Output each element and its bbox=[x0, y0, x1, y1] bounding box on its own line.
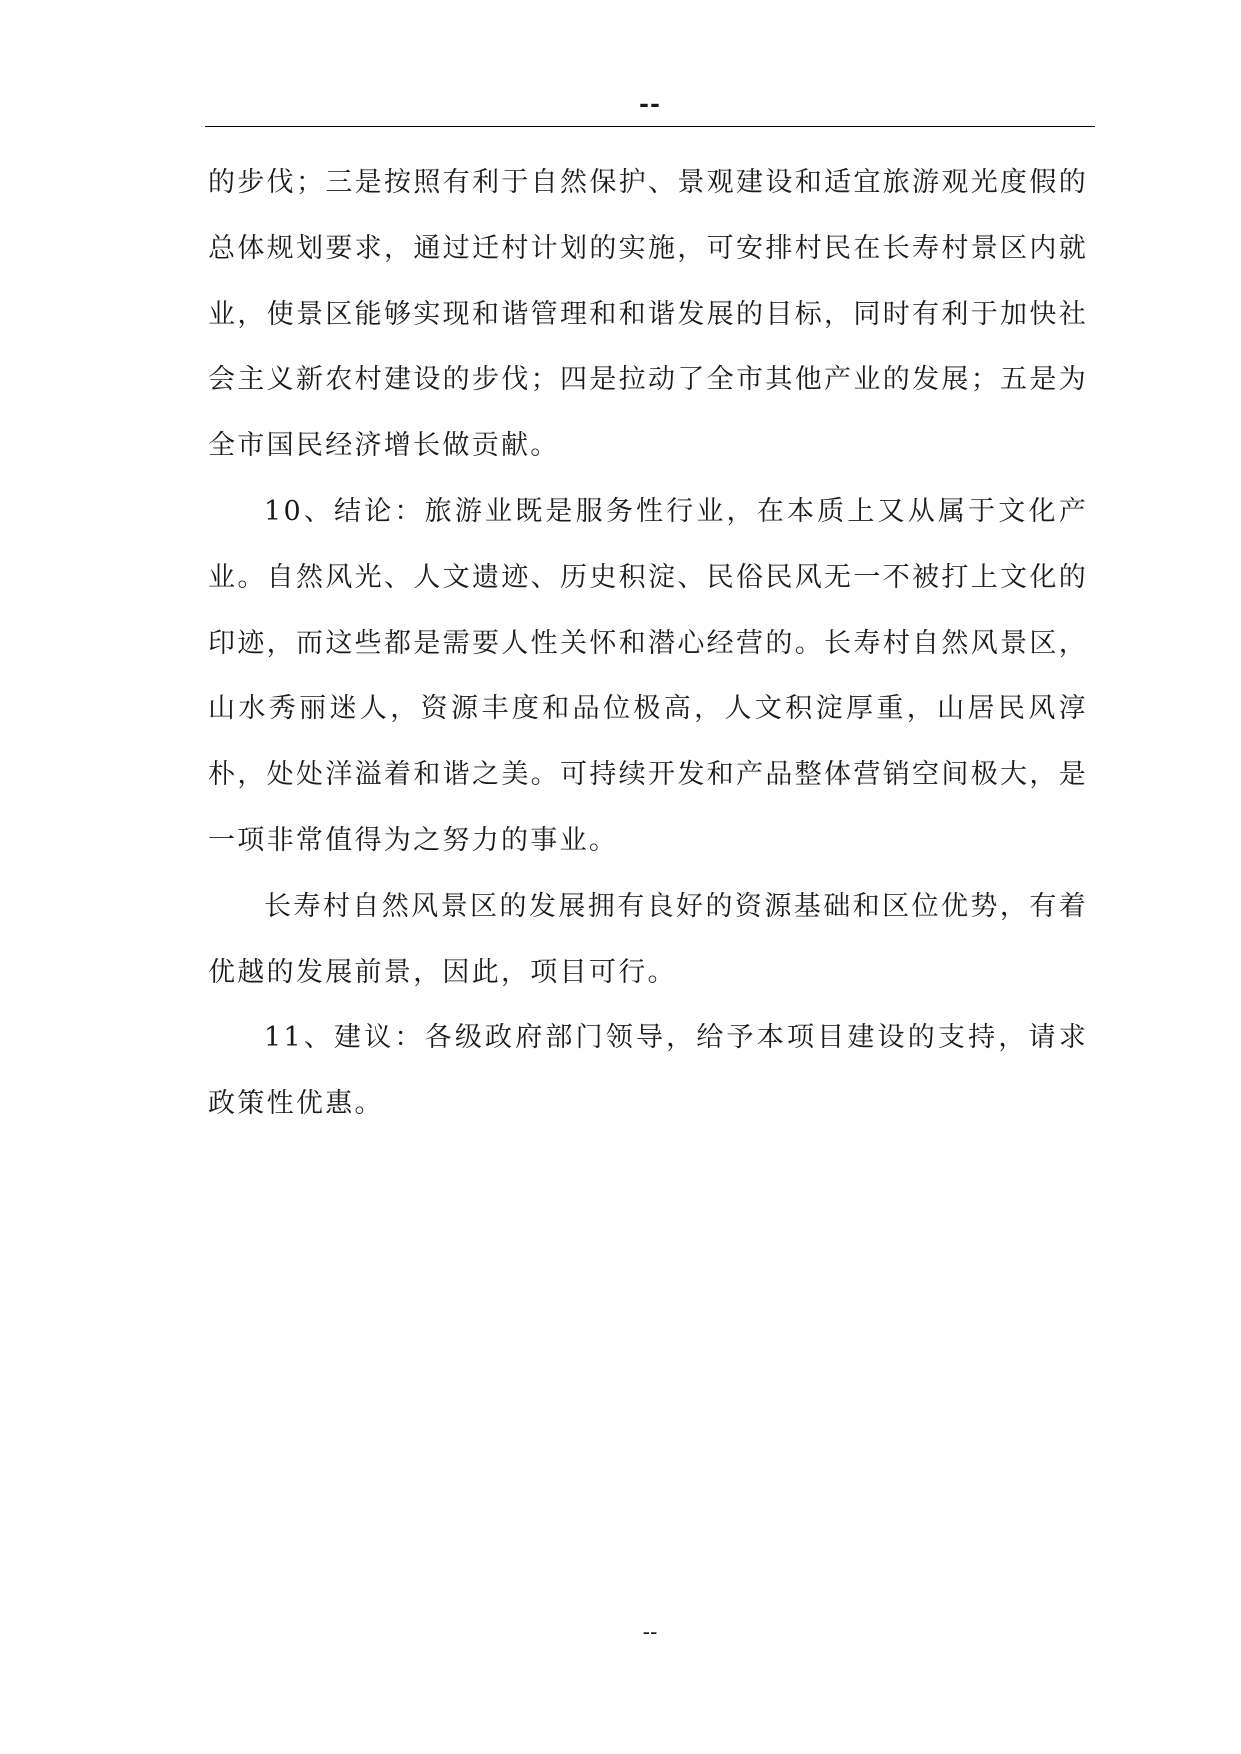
paragraph-conclusion: 10、结论：旅游业既是服务性行业，在本质上又从属于文化产业。自然风光、人文遗迹、历史积淀、民俗民风无一不被打上文化的印迹，而这些都是需要人性关怀和潜心经营的。长寿村自然风景区，山水秀丽迷人，资源丰度和品位极高，人文积淀厚重，山居民风淳朴，处处洋溢着和谐之美。可持续开发和产品整体营销空间极大，是一项非常值得为之努力的事业。 bbox=[208, 495, 1088, 856]
paragraph-continuation: 的步伐；三是按照有利于自然保护、景观建设和适宜旅游观光度假的总体规划要求，通过迁村计划的实施，可安排村民在长寿村景区内就业，使景区能够实现和谐管理和和谐发展的目标，同时有利于加快社会主义新农村建设的步伐；四是拉动了全市其他产业的发展；五是为全市国民经济增长做贡献。 bbox=[208, 167, 1088, 462]
paragraph-suggestion: 11、建议：各级政府部门领导，给予本项目建设的支持，请求政策性优惠。 bbox=[208, 1022, 1088, 1120]
document-body bbox=[208, 150, 1088, 1137]
page-footer: -- bbox=[642, 1620, 658, 1645]
page-header: -- bbox=[639, 89, 661, 118]
paragraph-feasibility: 长寿村自然风景区的发展拥有良好的资源基础和区位优势，有着优越的发展前景，因此，项目可行。 bbox=[208, 890, 1088, 988]
header-rule bbox=[205, 126, 1095, 127]
